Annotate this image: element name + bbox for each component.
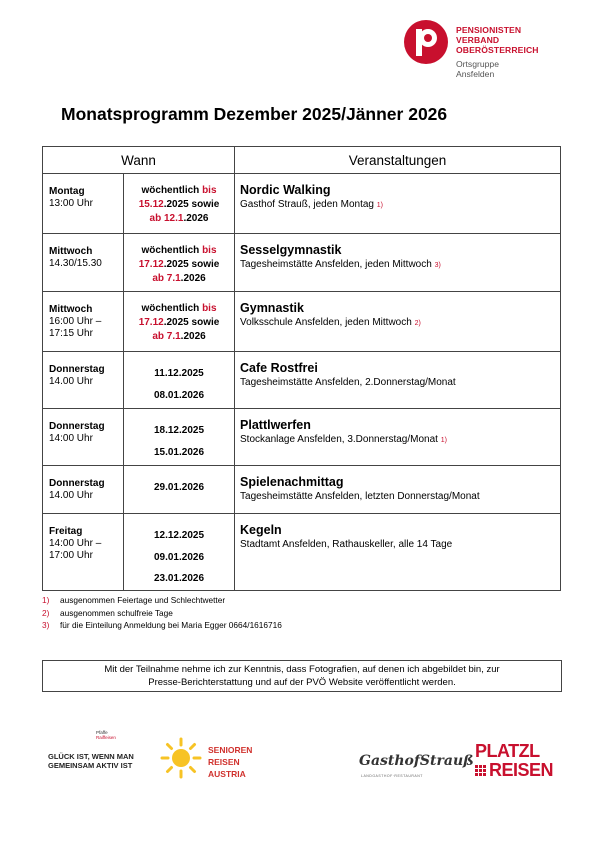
table-row (43, 514, 561, 591)
footnotes (42, 594, 282, 632)
when-cell: 12.12.2025 09.01.2026 23.01.2026 (124, 514, 235, 591)
event-cell: Spielenachmittag Tagesheimstätte Ansfelden, letzten Donnerstag/Monat (235, 466, 561, 514)
photo-disclaimer: Mit der Teilnahme nehme ich zur Kenntnis, dass Fotografien, auf denen ich abgebildet bin, zur Presse-Berichterstattung und auf der PVÖ Website veröffentlicht werden. (42, 660, 562, 692)
event-cell: Nordic Walking Gasthof Strauß, jeden Montag 1) (235, 174, 561, 234)
header-events: Veranstaltungen (235, 147, 561, 174)
day-cell: Donnerstag 14:00 Uhr (43, 409, 124, 466)
gasthof-strauss-logo: GasthofStrauß (359, 753, 474, 769)
when-cell: wöchentlich bis 17.12.2025 sowie ab 7.1.2026 (124, 234, 235, 292)
table-row (43, 234, 561, 292)
table-row (43, 466, 561, 514)
event-cell: Sesselgymnastik Tagesheimstätte Ansfelden, jeden Mittwoch 3) (235, 234, 561, 292)
header-wann: Wann (43, 147, 235, 174)
event-cell: Plattlwerfen Stockanlage Ansfelden, 3.Donnerstag/Monat 1) (235, 409, 561, 466)
day-cell: Donnerstag 14.00 Uhr (43, 352, 124, 409)
senioren-reisen-logo: SENIOREN REISEN AUSTRIA (208, 745, 253, 779)
pvoe-logo (404, 20, 448, 64)
sun-icon (160, 737, 202, 779)
org-subtitle: Ortsgruppe Ansfelden (456, 59, 499, 79)
when-cell: 18.12.2025 15.01.2026 (124, 409, 235, 466)
program-table (42, 146, 561, 591)
org-name: PENSIONISTEN VERBAND OBERÖSTERREICH (456, 25, 539, 55)
event-cell: Gymnastik Volksschule Ansfelden, jeden Mittwoch 2) (235, 292, 561, 352)
table-row (43, 292, 561, 352)
day-cell: Montag 13:00 Uhr (43, 174, 124, 234)
table-row (43, 174, 561, 234)
sponsor-logo-motto: Pfaffe Raiffeisen GLÜCK IST, WENN MAN GEMEINSAM AKTIV IST (48, 730, 134, 770)
dot-grid-icon (475, 765, 486, 776)
footnote-item: 1) ausgenommen Feiertage und Schlechtwetter (42, 595, 226, 605)
day-cell: Mittwoch 16:00 Uhr – 17:15 Uhr (43, 292, 124, 352)
table-row (43, 409, 561, 466)
page-title: Monatsprogramm Dezember 2025/Jänner 2026 (61, 104, 448, 124)
table-header-row (43, 147, 561, 174)
event-cell: Kegeln Stadtamt Ansfelden, Rathauskeller, alle 14 Tage (235, 514, 561, 591)
when-cell: 29.01.2026 (124, 466, 235, 514)
event-cell: Cafe Rostfrei Tagesheimstätte Ansfelden, 2.Donnerstag/Monat (235, 352, 561, 409)
when-cell: wöchentlich bis 17.12.2025 sowie ab 7.1.2026 (124, 292, 235, 352)
platzl-reisen-logo: PLATZL REISEN (475, 741, 554, 780)
footnote-item: 2) ausgenommen schulfreie Tage (42, 607, 173, 618)
gasthof-subtitle: LANDGASTHOF·RESTAURANT (361, 774, 423, 778)
when-cell: wöchentlich bis 15.12.2025 sowie ab 12.1.2026 (124, 174, 235, 234)
day-cell: Mittwoch 14.30/15.30 (43, 234, 124, 292)
table-row (43, 352, 561, 409)
when-cell: 11.12.2025 08.01.2026 (124, 352, 235, 409)
day-cell: Freitag 14:00 Uhr – 17:00 Uhr (43, 514, 124, 591)
footnote-item: 3) für die Einteilung Anmeldung bei Maria Egger 0664/1616716 (42, 620, 282, 630)
day-cell: Donnerstag 14.00 Uhr (43, 466, 124, 514)
